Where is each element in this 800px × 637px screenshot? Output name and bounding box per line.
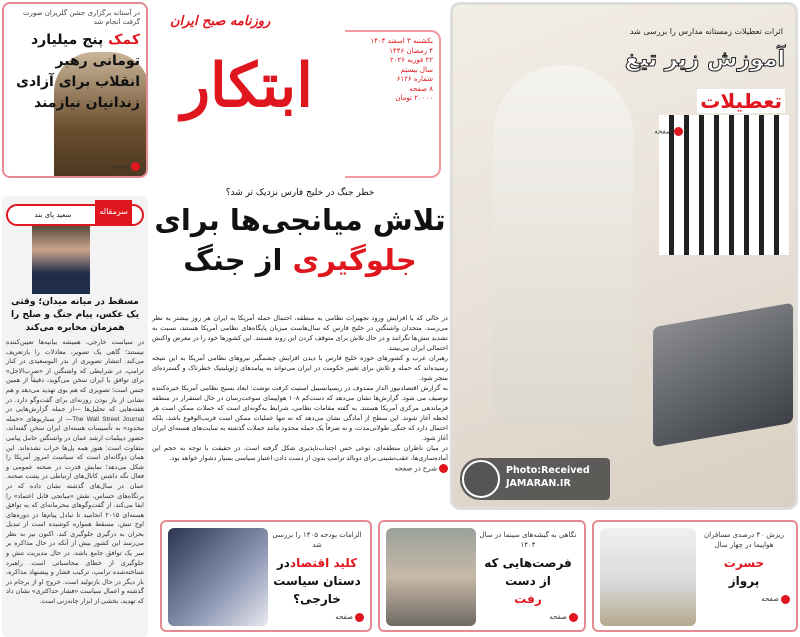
jamaran-logo-icon: [462, 460, 500, 498]
main-story-header: [152, 185, 448, 280]
issue-date: یکشنبه ۳ اسفند ۱۴۰۴: [370, 37, 433, 45]
editorial-body: در سیاست خارجی، همیشه بیانیه‌ها تعیین‌کننده نیستند؛ گاهی یک تصویر، معادلات را بازتعریف می‌کند. انتشار تصویری از بدر البوسعیدی در کنار ترامپ، در شرایطی که واشنگتن از «ضرب‌الاجل» برای توافق با ایران سخن می‌گوید، دقیقاً از همین جنس است؛ تصویری که هم بوی تهدید می‌دهد و هم نشانی از باز بودن روزنه‌ای برای گفت‌وگو دارد. در هفته‌هایی که تحلیل‌ها —از جمله گزارش‌هایی در The Wall Street Journal— از سناریوهای «حمله محدود» به تأسیسات هسته‌ای ایران سخن گفته‌اند، حضور دیپلمات ارشد عمان در واشنگتن حامل پیامی متفاوت است: هنوز همه پل‌ها خراب نشده‌اند. این همان دوگانه‌ای است که سیاست امروز آمریکا را شکل می‌دهد؛ نمایش قدرت در صحنه عمومی و فعال نگه داشتن کانال‌های ارتباطی در پشت صحنه. عمان در سال‌های گذشته نشان داده که در برنگاه‌های حساس، نقش «میانجی قابل اعتماد» را ایفا می‌کند. از گفت‌وگوهای محرمانه‌ای که به توافق هسته‌ای ۲۰۱۵ انجامید تا تبادل پیام‌ها در دوره‌های اوج تنش، مسقط همواره کوشیده است از تبدیل بحران به درگیری جلوگیری کند. اکنون نیز به نظر می‌رسد این کشور بیش از آنکه در حال مذاکره بر سر یک توافق جامع باشد، در حال مدیریت تنش و جلوگیری از خطای محاسباتی است. راهبرد شناخته‌شده ترامپ، ترکیب فشار و پیشنهاد مذاکره، بار دیگر در حال بازتولید است. خروج او از برجام در گذشته و اعمال سیاست «فشار حداکثری» نشان داد که تهدید، بخشی از ابزار چانه‌زنی است.: [6, 339, 144, 606]
watermark-line2: JAMARAN.IR: [506, 478, 571, 489]
page-ref: صفحه: [478, 612, 578, 622]
card-title-red: حسرت: [723, 556, 765, 570]
headline-red: جلوگیری: [292, 243, 417, 277]
airplane-photo: [600, 528, 696, 626]
headline-end: از جنگ: [183, 243, 283, 277]
teaser-headline: کمک پنج میلیارد تومانی رهبر انقلاب برای آزادی زندانیان نیازمند: [16, 32, 140, 111]
main-kicker: خطر جنگ در خلیج فارس نزدیک تر شد؟: [225, 188, 375, 198]
editorial-label: سرمقاله: [95, 200, 132, 224]
card-title: پرواز: [728, 574, 760, 588]
hero-kicker: اثرات تعطیلات زمستانه مدارس را بررسی شد: [629, 27, 783, 36]
teaser-card-budget[interactable]: [160, 520, 372, 632]
main-story-body: [152, 314, 448, 474]
issue-info: [345, 30, 441, 178]
photo-watermark: [460, 458, 610, 500]
card-title: فرصت‌هایی که از دست: [484, 556, 572, 588]
issue-gregorian-date: ۲۲ فوریه ۲۰۲۶: [389, 56, 433, 64]
card-title-red: رفت: [514, 592, 542, 606]
laptop-photo: [653, 303, 793, 448]
card-text: [478, 530, 578, 622]
editorial-column: [2, 196, 148, 637]
issue-year: سال بیستم: [400, 65, 433, 74]
page-dot-icon: [674, 127, 683, 136]
watermark-line1: Photo:Received: [506, 465, 590, 476]
top-left-teaser[interactable]: [2, 2, 148, 178]
issue-hijri-date: ۴ رمضان ۱۴۴۶: [389, 46, 433, 55]
student-photo: [493, 65, 633, 425]
page-dot-icon: [131, 162, 140, 171]
card-kicker: نگاهی به گیشه‌های سینما در سال ۱۴۰۴: [479, 531, 577, 549]
card-title-red: کلید اقتصاد: [289, 556, 358, 570]
hero-title-red: تعطیلات: [697, 89, 785, 113]
paragraph: در میان ناظران منطقه‌ای، نوعی حس اجتناب‌ناپذیری شکل گرفته است. در حقیقت با توجه به حجم این آماده‌سازی‌ها، عقب‌نشینی برای دونالد ترامپ بدون از دست دادن اعتبار سیاسی بسیار دشوار خواهد بود.: [152, 445, 448, 462]
card-title: در دستان سیاست خارجی؟: [273, 556, 361, 606]
card-text: [270, 530, 364, 622]
page-dot-icon: [569, 613, 578, 622]
continued-link[interactable]: شرح در صفحه: [152, 464, 448, 474]
teaser-kicker: در آستانه برگزاری جشن گلریزان صورت گرفت انجام شد: [22, 9, 140, 26]
page-ref: صفحه: [111, 162, 140, 171]
teaser-card-flights[interactable]: [592, 520, 798, 632]
page-ref: صفحه: [270, 612, 364, 622]
paragraph: به گزارش اقتصادنیوز الدار ممدوف در ریسپانسیبل استیت کرفت نوشت: ابعاد بسیج نظامی آمریکا خیره‌کننده توصیف می‌ شود. گزارش‌ها نشان می‌دهد که دست‌کم ۱۰۸ هواپیمای سوخت‌رسان در حال استقرار در منطقه فرماندهی مرکزی آمریکا هستند. به گفته مقامات نظامی، شرایط به‌گونه‌ای است که حملات ممکن است هر لحظه آغاز شوند. این سطح از آمادگی نشان می‌دهد که نه تنها عملیات ممکن است قریب‌الوقوع باشد، بلکه احتمال دارد که جنگی طولانی‌مدت، و نه صرفاً یک حمله محدود مانند حملات گذشته به سایت‌های هسته‌ای ایران آغاز شود.: [152, 385, 448, 442]
issue-number: شماره ۶۱۲۶: [396, 75, 433, 83]
headline-line1: تلاش میانجی‌ها برای: [154, 203, 446, 237]
editorial-title: مسقط در میانه میدان؛ وقتی یک عکس، پیام جنگ و صلح را همزمان مخابره می‌کند: [10, 297, 140, 333]
main-headline: [152, 200, 448, 280]
railing-image: [659, 115, 789, 255]
newspaper-logo: ابتکار: [181, 51, 313, 121]
author-photo: [32, 226, 90, 294]
issue-price: ۲۰۰۰۰ تومان: [395, 94, 433, 102]
page-ref: صفحه: [698, 594, 790, 604]
cinema-photo: [386, 528, 476, 626]
card-kicker: ریزش ۴۰ درصدی مسافران هواپیما در چهار سال: [704, 531, 784, 549]
card-text: [698, 530, 790, 604]
hero-title: آموزش زیر تیغ: [624, 47, 785, 72]
page-dot-icon: [439, 464, 448, 473]
budget-photo: [168, 528, 268, 626]
card-kicker: الزامات بودجه ۱۴۰۵ را بررسی شد: [272, 531, 362, 549]
paragraph: در حالی که با افزایش ورود تجهیزات نظامی به منطقه، احتمال حمله آمریکا به ایران هر روز بیشتر به نظر می‌رسد، متحدان واشنگتن در خلیج فارس که سال‌هاست میزبان پایگاه‌های نظامی آمریکا هستند، نسبت به تشدید تنش‌ها نگرانند و در حال تلاش برای متوقف کردن این روند هستند. این کشورها خود را در معرض واکنش احتمالی ایران می‌بینند.: [152, 315, 448, 352]
teaser-card-cinema[interactable]: [378, 520, 586, 632]
newspaper-subtitle: روزنامه صبح ایران: [170, 14, 271, 29]
page-dot-icon: [355, 613, 364, 622]
editorial-author: سعید پای بند: [34, 211, 72, 219]
hero-story[interactable]: [450, 2, 798, 510]
page-ref: صفحه: [654, 127, 683, 136]
page-dot-icon: [781, 595, 790, 604]
issue-pages: ۸ صفحه: [409, 84, 433, 93]
paragraph: رهبران عرب و کشورهای حوزه خلیج فارس با دیدن افزایش چشمگیر نیروهای نظامی آمریکا به این نتیجه رسیده‌اند که حمله و تلاش برای تغییر حکومت در ایران می‌تواند به پیامدهای ژئوپلیتیک خطرناک و گسترده‌ای منجر شود.: [152, 355, 448, 382]
editorial-header: [6, 204, 144, 226]
